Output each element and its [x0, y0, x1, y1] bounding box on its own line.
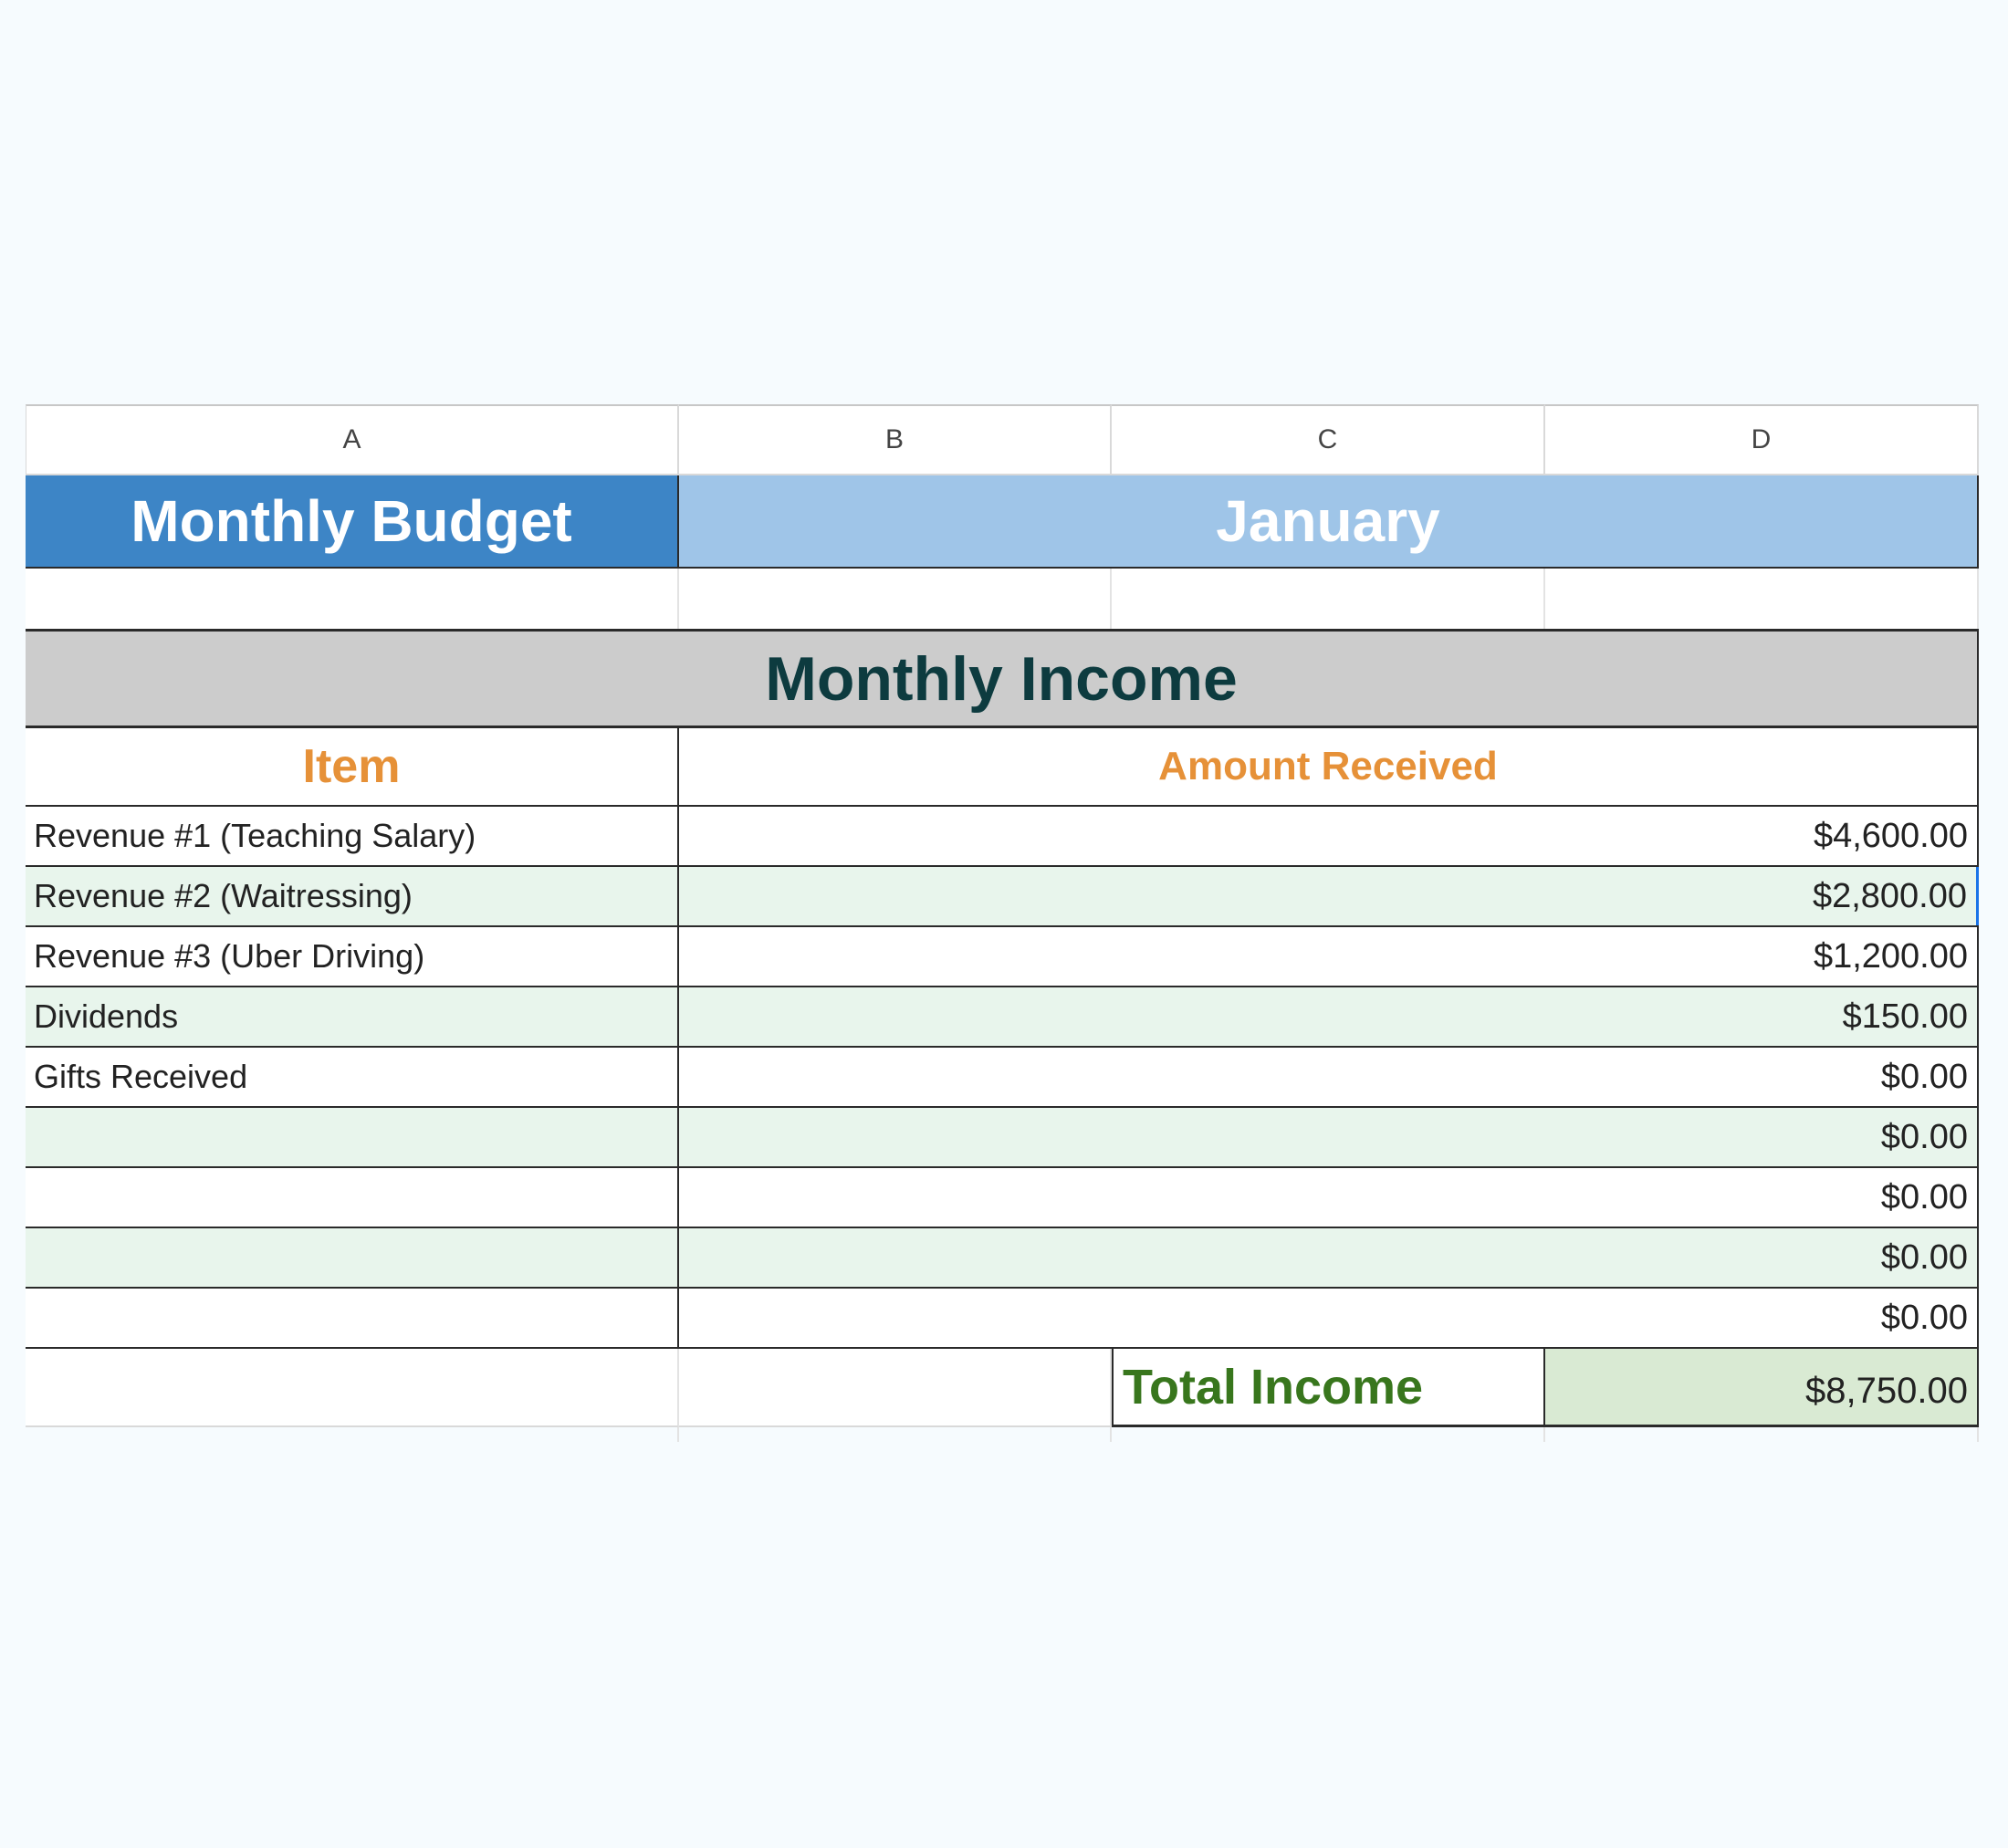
- item-cell[interactable]: Gifts Received: [26, 1048, 679, 1106]
- table-row: [26, 1228, 1979, 1289]
- item-cell[interactable]: Revenue #1 (Teaching Salary): [26, 807, 679, 865]
- column-header-c[interactable]: C: [1112, 404, 1545, 475]
- table-row: [26, 867, 1979, 927]
- table-row: [26, 1168, 1979, 1228]
- blank-row: [26, 569, 1979, 629]
- column-header-row: [26, 404, 1979, 475]
- blank-cell[interactable]: [679, 569, 1112, 629]
- amount-cell[interactable]: $150.00: [679, 987, 1979, 1046]
- table-header-row: [26, 728, 1979, 807]
- item-cell[interactable]: [26, 1289, 679, 1347]
- blank-cell[interactable]: [679, 1349, 1112, 1427]
- table-row: [26, 1048, 1979, 1108]
- spreadsheet: [26, 404, 1979, 1442]
- title-row: [26, 475, 1979, 569]
- amount-header-cell[interactable]: Amount Received: [679, 728, 1979, 805]
- amount-cell[interactable]: $0.00: [679, 1228, 1979, 1287]
- item-cell[interactable]: Revenue #3 (Uber Driving): [26, 927, 679, 986]
- item-cell[interactable]: [26, 1168, 679, 1227]
- item-cell[interactable]: [26, 1228, 679, 1287]
- table-row: [26, 927, 1979, 987]
- blank-cell[interactable]: [1545, 569, 1979, 629]
- amount-cell[interactable]: $0.00: [679, 1048, 1979, 1106]
- item-cell[interactable]: Revenue #2 (Waitressing): [26, 867, 679, 925]
- blank-cell[interactable]: [26, 1349, 679, 1427]
- budget-title-cell[interactable]: Monthly Budget: [26, 475, 679, 569]
- total-income-label[interactable]: Total Income: [1112, 1349, 1545, 1427]
- table-row: [26, 807, 1979, 867]
- blank-cell: [26, 1427, 679, 1442]
- table-row: [26, 1108, 1979, 1168]
- amount-cell[interactable]: $1,200.00: [679, 927, 1979, 986]
- item-cell[interactable]: [26, 1108, 679, 1166]
- table-row: [26, 987, 1979, 1048]
- column-header-d[interactable]: D: [1545, 404, 1979, 475]
- item-cell[interactable]: Dividends: [26, 987, 679, 1046]
- amount-cell[interactable]: $0.00: [679, 1289, 1979, 1347]
- blank-cell: [1545, 1427, 1979, 1442]
- item-header-cell[interactable]: Item: [26, 728, 679, 805]
- amount-cell-selected[interactable]: $2,800.00: [679, 867, 1979, 925]
- amount-cell[interactable]: $4,600.00: [679, 807, 1979, 865]
- column-header-b[interactable]: B: [679, 404, 1112, 475]
- blank-cell[interactable]: [1112, 569, 1545, 629]
- blank-cell[interactable]: [26, 569, 679, 629]
- total-income-value[interactable]: $8,750.00: [1545, 1349, 1979, 1427]
- amount-cell[interactable]: $0.00: [679, 1108, 1979, 1166]
- section-header-row[interactable]: [26, 629, 1979, 728]
- amount-cell[interactable]: $0.00: [679, 1168, 1979, 1227]
- month-title-cell[interactable]: January: [679, 475, 1979, 569]
- total-row: [26, 1349, 1979, 1427]
- blank-cell: [679, 1427, 1112, 1442]
- section-title: Monthly Income: [765, 643, 1238, 714]
- grid-stub-row: [26, 1427, 1979, 1442]
- blank-cell: [1112, 1427, 1545, 1442]
- table-row: [26, 1289, 1979, 1349]
- column-header-a[interactable]: A: [26, 404, 679, 475]
